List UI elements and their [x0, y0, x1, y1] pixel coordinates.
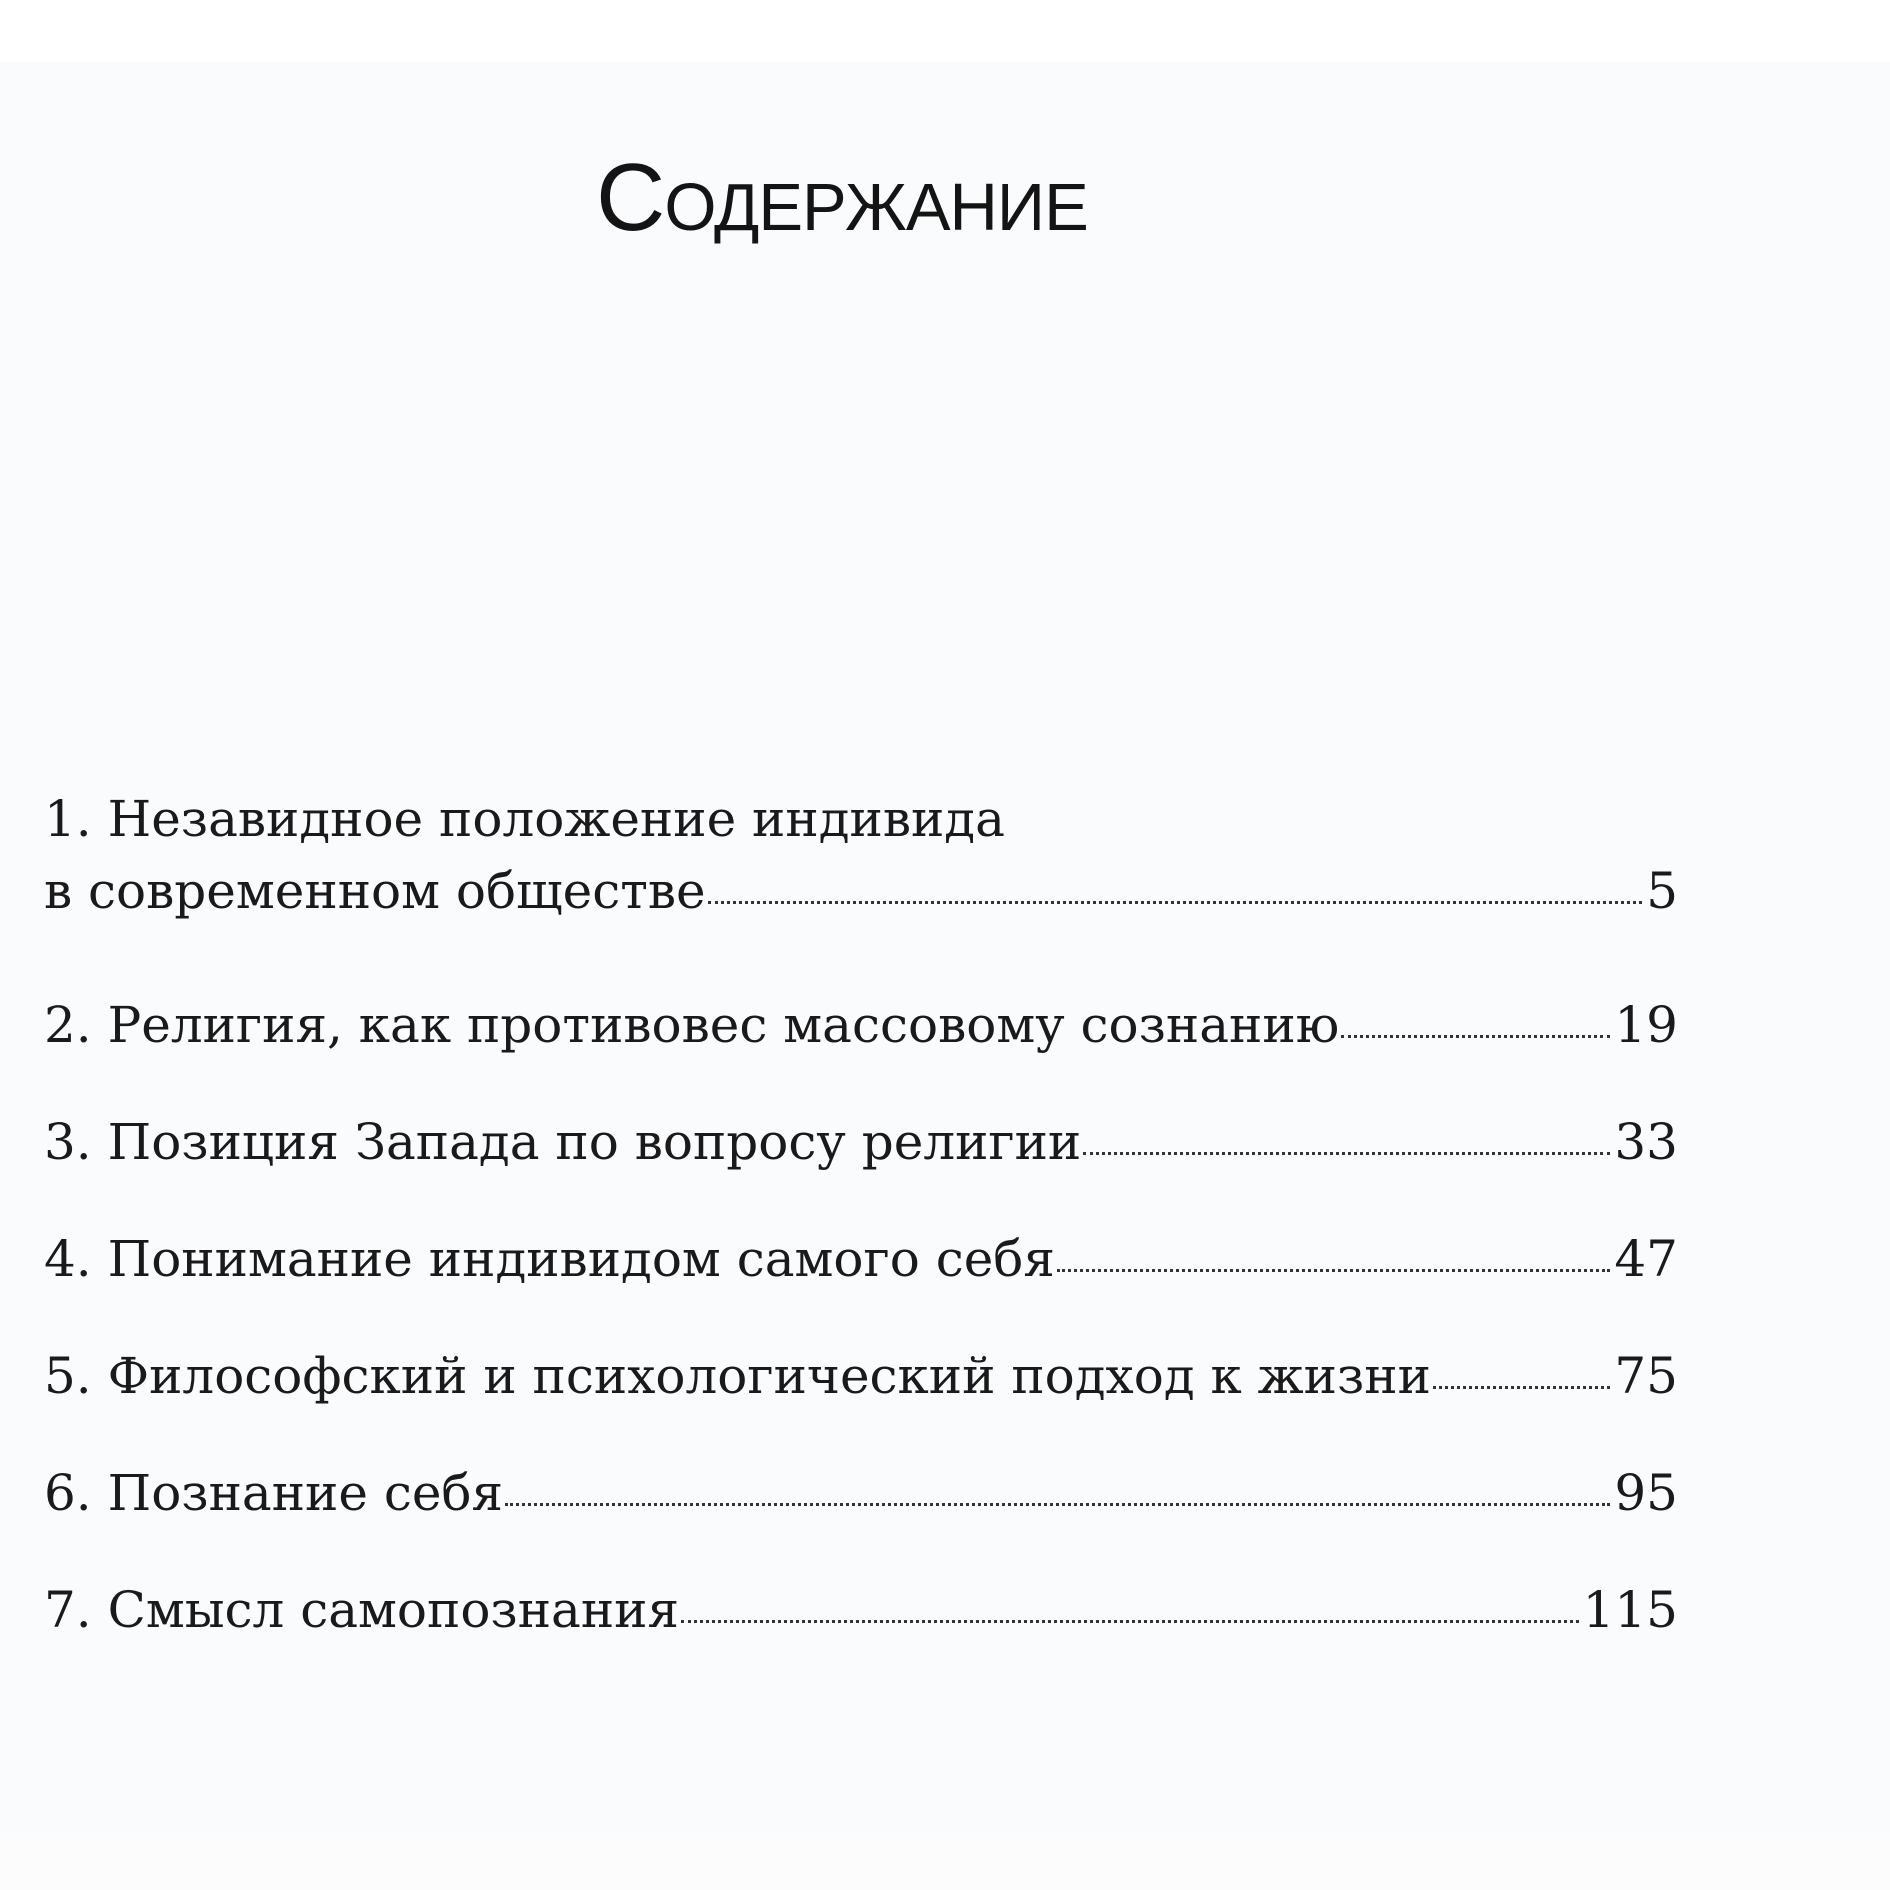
toc-entry-5: [44, 1347, 1678, 1405]
toc-entry-line: [44, 1347, 1678, 1405]
toc-entry-line: [44, 1113, 1678, 1171]
toc-entry-title: 4. Понимание индивидом самого себя: [44, 1230, 1055, 1288]
toc-entry-page: 5: [1646, 862, 1678, 920]
page-title: Содержание: [596, 144, 1088, 251]
toc-entry-6: [44, 1464, 1678, 1522]
toc-entry-line: [44, 1464, 1678, 1522]
toc-entry-title: 7. Смысл самопознания: [44, 1581, 680, 1639]
toc-entry-page: 33: [1614, 1113, 1678, 1171]
dot-leader: [708, 901, 1643, 904]
toc-entry-1: [44, 790, 1678, 920]
toc-entry-title: 2. Религия, как противовес массовому сознанию: [44, 996, 1340, 1054]
toc-entry-page: 47: [1614, 1230, 1678, 1288]
toc-entry-line: [44, 862, 1678, 920]
toc-entry-line: [44, 1581, 1678, 1639]
page-top-margin: [0, 0, 1890, 62]
toc-entry-7: [44, 1581, 1678, 1639]
dot-leader: [681, 1620, 1579, 1623]
dot-leader: [1083, 1152, 1610, 1155]
toc-entry-title: 5. Философский и психологический подход к жизни: [44, 1347, 1431, 1405]
dot-leader: [1057, 1269, 1610, 1272]
toc-entry-title: в современном обществе: [44, 862, 706, 920]
toc-entry-2: [44, 996, 1678, 1054]
toc-entry-page: 115: [1582, 1581, 1678, 1639]
toc-entry-title-line1: 1. Незавидное положение индивида: [44, 790, 1005, 848]
toc-entry-page: 95: [1614, 1464, 1678, 1522]
toc-entry-line: [44, 996, 1678, 1054]
toc-entry-3: [44, 1113, 1678, 1171]
toc-entry-page: 75: [1614, 1347, 1678, 1405]
dot-leader: [1433, 1386, 1610, 1389]
toc-entry-4: [44, 1230, 1678, 1288]
toc-entry-title: 3. Позиция Запада по вопросу религии: [44, 1113, 1082, 1171]
dot-leader: [1341, 1035, 1610, 1038]
toc-entry-page: 19: [1614, 996, 1678, 1054]
page-paper: [0, 62, 1890, 1832]
toc-entry-title: 6. Познание себя: [44, 1464, 504, 1522]
dot-leader: [505, 1503, 1610, 1506]
toc-entry-line: [44, 1230, 1678, 1288]
